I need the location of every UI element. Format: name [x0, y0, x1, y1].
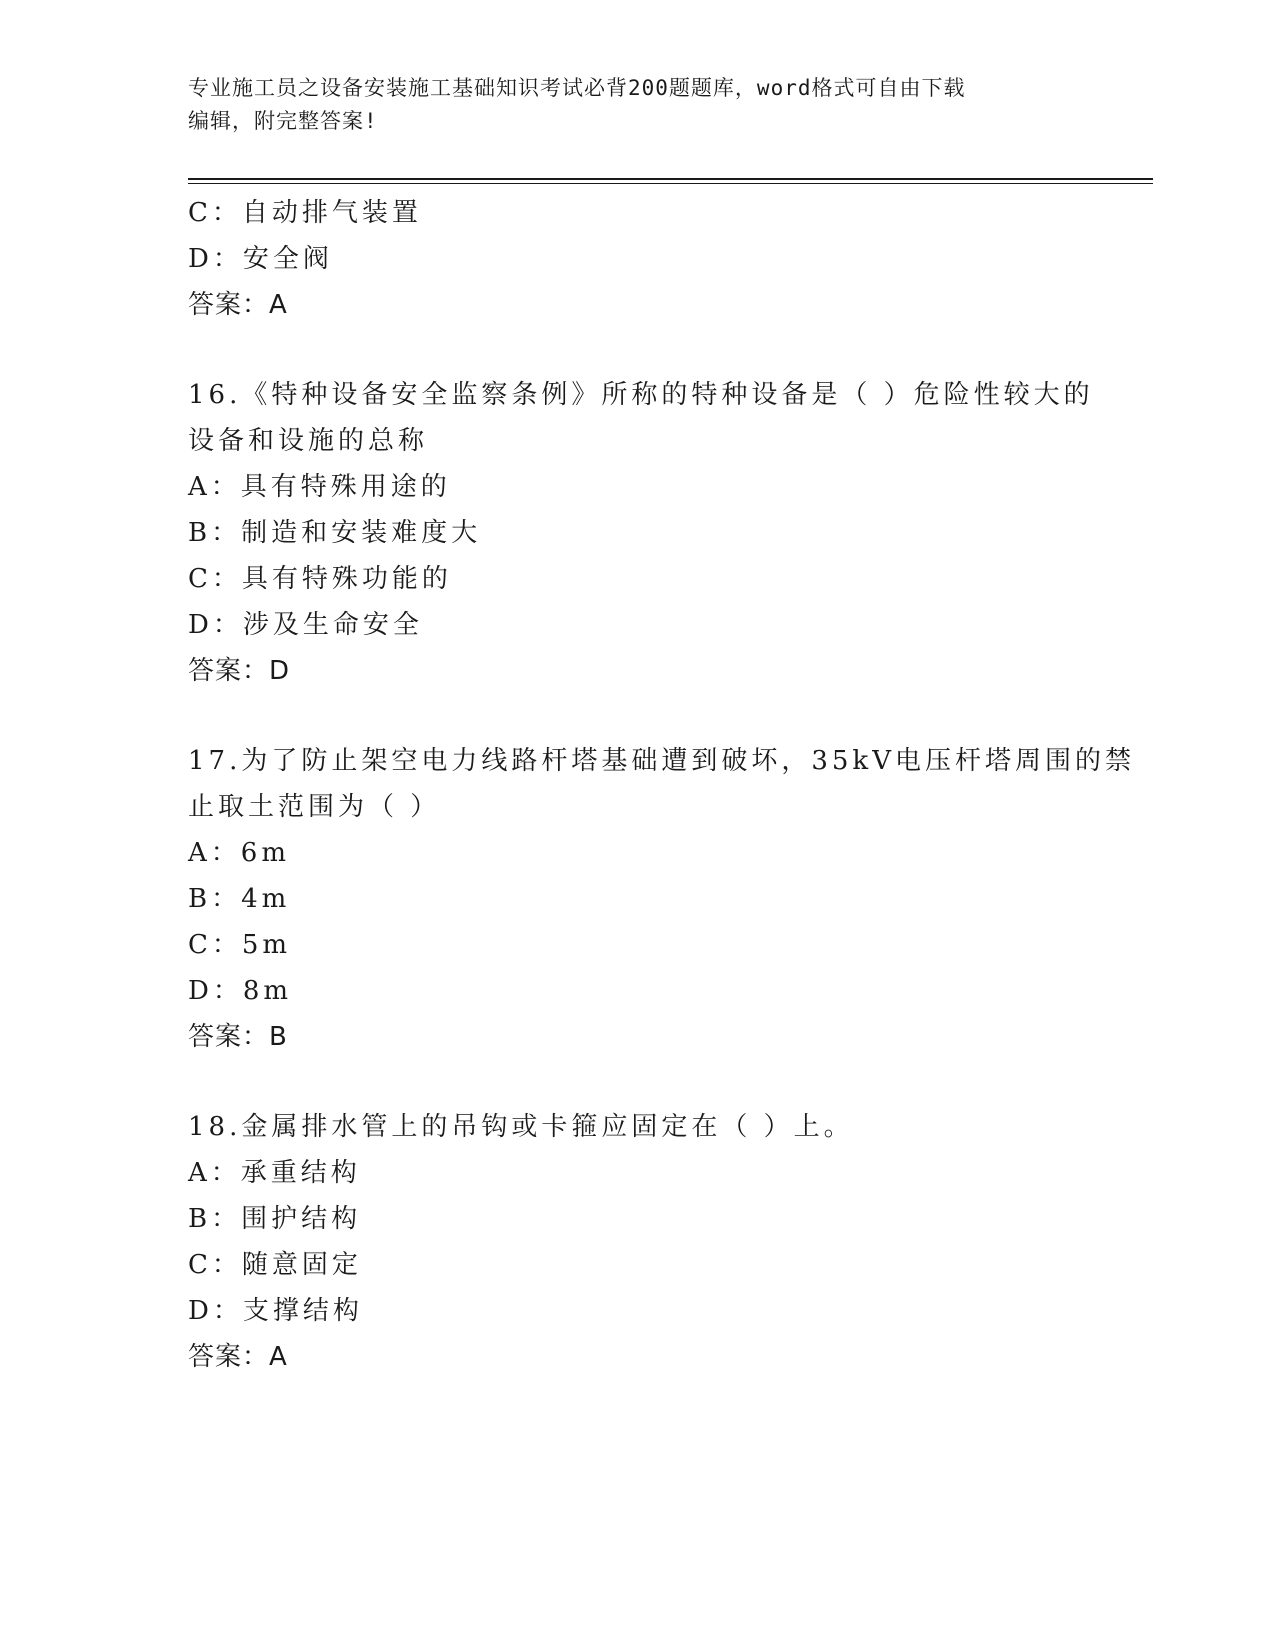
option-c: C：具有特殊功能的: [188, 564, 452, 594]
option-b: B：4m: [188, 884, 291, 914]
question-list: [188, 190, 1135, 1380]
answer-line: 答案：B: [188, 1022, 288, 1052]
header-divider-thin: [188, 183, 1153, 184]
option-d: D：涉及生命安全: [188, 610, 423, 640]
question-stem-continued: 止取土范围为（ ）: [188, 792, 441, 822]
option-d: D：安全阀: [188, 244, 333, 274]
option-b: B：围护结构: [188, 1204, 362, 1234]
document-header: [188, 72, 1088, 138]
option-c: C：随意固定: [188, 1250, 362, 1280]
option-d: D：支撑结构: [188, 1296, 363, 1326]
option-b: B：制造和安装难度大: [188, 518, 482, 548]
header-line-2: 编辑，附完整答案!: [188, 109, 378, 133]
question-17: [188, 738, 1135, 1060]
header-line-1: 专业施工员之设备安装施工基础知识考试必背200题题库，word格式可自由下载: [188, 76, 966, 100]
option-a: A：6m: [188, 838, 290, 868]
answer-line: 答案：A: [188, 1342, 288, 1372]
question-18: [188, 1104, 1118, 1380]
option-c: C：5m: [188, 930, 292, 960]
answer-line: 答案：D: [188, 656, 291, 686]
option-d: D：8m: [188, 976, 293, 1006]
question-stem: 17.为了防止架空电力线路杆塔基础遭到破坏，35kV电压杆塔周围的禁: [188, 746, 1135, 776]
option-a: A：具有特殊用途的: [188, 472, 451, 502]
option-c: C：自动排气装置: [188, 198, 422, 228]
question-stem: 16.《特种设备安全监察条例》所称的特种设备是（ ）危险性较大的: [188, 380, 1094, 410]
header-divider-thick: [188, 178, 1153, 180]
question-stem-continued: 设备和设施的总称: [188, 426, 429, 456]
question-15-continued: [188, 190, 1118, 328]
answer-line: 答案：A: [188, 290, 288, 320]
question-stem: 18.金属排水管上的吊钩或卡箍应固定在（ ）上。: [188, 1112, 854, 1142]
question-16: [188, 372, 1118, 694]
option-a: A：承重结构: [188, 1158, 361, 1188]
